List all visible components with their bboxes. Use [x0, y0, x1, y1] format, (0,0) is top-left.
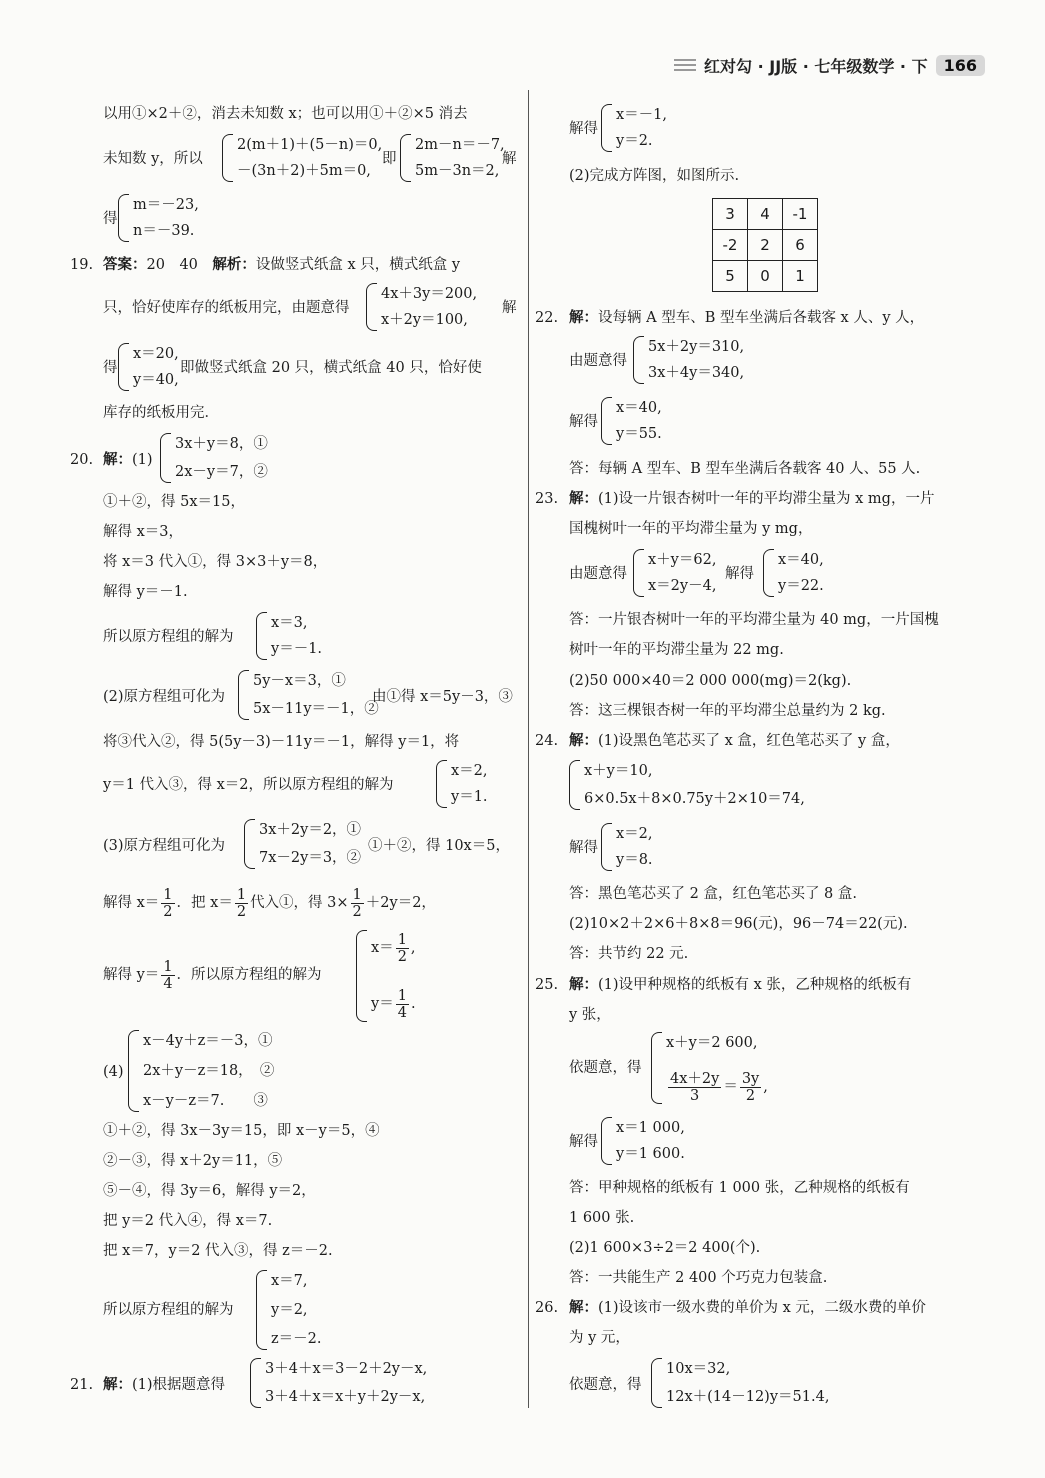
- grid-cell: -2: [713, 230, 748, 261]
- text-line: 为 y 元，: [569, 1330, 630, 1346]
- question-number: 23.: [535, 491, 559, 507]
- text-line: 解：(1)根据题意得: [103, 1377, 226, 1393]
- text-line: 得: [103, 211, 118, 227]
- text-line: 即: [382, 151, 397, 167]
- text-line: 1 600 张.: [569, 1210, 635, 1226]
- text-line: 由题意得: [569, 566, 627, 582]
- magic-square: [712, 198, 818, 292]
- equation-system: x＝2, y＝8.: [601, 823, 653, 871]
- equation-system: x＝1 000, y＝1 600.: [601, 1117, 685, 1165]
- text-line: 答案：20 40 解析：设做竖式纸盒 x 只，横式纸盒 y: [103, 257, 461, 273]
- text-line: 只，恰好使库存的纸板用完，由题意得: [103, 300, 350, 316]
- text-line: 将③代入②，得 5(5y－3)－11y＝－1，解得 y＝1，将: [103, 734, 460, 750]
- text-line: ①＋②，得 3x－3y＝15，即 x－y＝5，④: [103, 1123, 380, 1139]
- text-line: 答：一共能生产 2 400 个巧克力包装盒.: [569, 1270, 828, 1286]
- text-line: 所以原方程组的解为: [103, 629, 234, 645]
- text-line: 解得: [569, 414, 598, 430]
- text-line: 以用①×2＋②，消去未知数 x；也可以用①＋②×5 消去: [103, 106, 468, 122]
- equation-system: 10x＝32, 12x＋(14－12)y＝51.4,: [651, 1358, 829, 1408]
- text-line: y 张，: [569, 1007, 611, 1023]
- header-lines-icon: [674, 59, 696, 71]
- text-line: 把 y＝2 代入④，得 x＝7.: [103, 1213, 273, 1229]
- equation-system: x＝ $\frac{1}{2}$ , y＝ $\frac{1}{4}$ .: [356, 930, 416, 1022]
- grid-cell: 6: [783, 230, 818, 261]
- text-line: 将 x＝3 代入①，得 3×3＋y＝8，: [103, 554, 328, 570]
- question-number: 19.: [70, 257, 94, 273]
- text-line: 解：(1)设甲种规格的纸板有 x 张，乙种规格的纸板有: [569, 977, 912, 993]
- text-line: 由题意得: [569, 353, 627, 369]
- text-line: 解: [502, 300, 517, 316]
- text-line: (2)50 000×40＝2 000 000(mg)＝2(kg).: [569, 673, 852, 689]
- text-line: 未知数 y，所以: [103, 151, 203, 167]
- grid-cell: 4: [748, 199, 783, 230]
- text-line: 解得: [569, 1134, 598, 1150]
- equation-system: 2m－n＝－7, 5m－3n＝2,: [400, 134, 505, 182]
- text-line: (3)原方程组可化为: [103, 838, 226, 854]
- text-line: 答：共节约 22 元.: [569, 946, 689, 962]
- text-line: 库存的纸板用完．: [103, 405, 219, 421]
- grid-cell: 0: [748, 261, 783, 292]
- grid-cell: 5: [713, 261, 748, 292]
- page-header: [674, 52, 985, 78]
- text-line: (2)1 600×3÷2＝2 400(个).: [569, 1240, 761, 1256]
- text-line: 树叶一年的平均滞尘量为 22 mg.: [569, 642, 784, 658]
- question-number: 26.: [535, 1300, 559, 1316]
- book-title: 红对勾 · JJ版 · 七年级数学 · 下: [704, 56, 928, 76]
- text-line: 答：甲种规格的纸板有 1 000 张，乙种规格的纸板有: [569, 1180, 910, 1196]
- question-number: 20.: [70, 452, 94, 468]
- question-number: 22.: [535, 310, 559, 326]
- text-line: (4): [103, 1064, 124, 1080]
- text-line: ①＋②，得 5x＝15，: [103, 494, 245, 510]
- text-line: (2)完成方阵图，如图所示.: [569, 168, 740, 184]
- text-line: 依题意，得: [569, 1377, 642, 1393]
- text-line: 解：(1)设黑色笔芯买了 x 盒，红色笔芯买了 y 盒，: [569, 733, 900, 749]
- text-line: 由①得 x＝5y－3，③: [372, 689, 513, 705]
- equation-system: x＝40, y＝55.: [601, 397, 662, 445]
- text-line: 国槐树叶一年的平均滞尘量为 y mg，: [569, 521, 813, 537]
- equation-system: x＝3, y＝－1.: [256, 612, 322, 660]
- equation-system: 3＋4＋x＝3－2＋2y－x, 3＋4＋x＝x＋y＋2y－x,: [250, 1358, 427, 1408]
- text-line: ⑤－④，得 3y＝6，解得 y＝2，: [103, 1183, 316, 1199]
- text-line: (2)10×2＋2×6＋8×8＝96(元)，96－74＝22(元).: [569, 916, 908, 932]
- text-line: 所以原方程组的解为: [103, 1302, 234, 1318]
- equation-system: 4x＋3y＝200, x＋2y＝100,: [366, 283, 477, 331]
- text-line: (2)原方程组可化为: [103, 689, 226, 705]
- text-line: 答：每辆 A 型车、B 型车坐满后各载客 40 人、55 人.: [569, 461, 921, 477]
- text-line: 答：这三棵银杏树一年的平均滞尘总量约为 2 kg.: [569, 703, 886, 719]
- text-line: 即做竖式纸盒 20 只，横式纸盒 40 只，恰好使: [180, 360, 482, 376]
- text-line: 解得: [569, 121, 598, 137]
- equation-system: m＝－23, n＝－39.: [118, 194, 199, 242]
- page-number: 166: [936, 55, 985, 76]
- question-number: 21.: [70, 1377, 94, 1393]
- text-line: 解得: [569, 840, 598, 856]
- text-line: 依题意，得: [569, 1060, 642, 1076]
- text-line: ②－③，得 x＋2y＝11，⑤: [103, 1153, 283, 1169]
- grid-cell: 2: [748, 230, 783, 261]
- grid-cell: -1: [783, 199, 818, 230]
- equation-system: x＝40, y＝22.: [763, 549, 824, 597]
- question-number: 24.: [535, 733, 559, 749]
- column-divider: [528, 90, 529, 1408]
- grid-cell: 3: [713, 199, 748, 230]
- equation-system: x＝－1, y＝2.: [601, 104, 667, 152]
- text-line: 解: [502, 151, 517, 167]
- equation-system: x＝2, y＝1.: [436, 760, 488, 808]
- text-line: 解：(1)设该市一级水费的单价为 x 元，二级水费的单价: [569, 1300, 926, 1316]
- equation-system: x＋y＝2 600, $\frac{4x+2y}{3}$ ＝ $\frac{3y}{2}$ ,: [651, 1032, 768, 1104]
- text-line: 解得 x＝3，: [103, 524, 184, 540]
- question-number: 25.: [535, 977, 559, 993]
- text-line: 解得 x＝ $\frac{1}{2}$ ．把 x＝ $\frac{1}{2}$ 代入①，得 3× $\frac{1}{2}$ ＋2y＝2，: [103, 886, 436, 920]
- equation-system: x－4y＋z＝－3，① 2x＋y－z＝18， ② x－y－z＝7. ③: [128, 1030, 274, 1112]
- equation-system: x＝7, y＝2, z＝－2.: [256, 1270, 321, 1350]
- text-line: 解：设每辆 A 型车、B 型车坐满后各载客 x 人、y 人，: [569, 310, 925, 326]
- text-line: 解：(1)设一片银杏树叶一年的平均滞尘量为 x mg，一片: [569, 491, 935, 507]
- text-line: 解得: [725, 566, 754, 582]
- text-line: 得: [103, 360, 118, 376]
- equation-system: 5x＋2y＝310, 3x＋4y＝340,: [633, 336, 744, 384]
- text-line: 把 x＝7，y＝2 代入③，得 z＝－2.: [103, 1243, 333, 1259]
- equation-system: x＋y＝10, 6×0.5x＋8×0.75y＋2×10＝74,: [569, 760, 805, 810]
- text-line: ①＋②，得 10x＝5，: [368, 838, 510, 854]
- equation-system: 3x＋2y＝2，① 7x－2y＝3，②: [244, 819, 361, 869]
- equation-system: 2(m＋1)＋(5－n)＝0, －(3n＋2)＋5m＝0,: [222, 134, 382, 182]
- equation-system: 3x＋y＝8，① 2x－y＝7，②: [160, 433, 268, 483]
- text-line: 解得 y＝ $\frac{1}{4}$ ．所以原方程组的解为: [103, 958, 322, 992]
- equation-system: 5y－x＝3，① 5x－11y＝－1，②: [238, 670, 379, 720]
- text-line: y＝1 代入③，得 x＝2，所以原方程组的解为: [103, 777, 394, 793]
- text-line: 答：黑色笔芯买了 2 盒，红色笔芯买了 8 盒.: [569, 886, 857, 902]
- text-line: 解得 y＝－1.: [103, 584, 188, 600]
- equation-system: x＋y＝62, x＝2y－4,: [633, 549, 716, 597]
- text-line: 解：(1): [103, 452, 153, 468]
- equation-system: x＝20, y＝40,: [118, 343, 179, 391]
- grid-cell: 1: [783, 261, 818, 292]
- text-line: 答：一片银杏树叶一年的平均滞尘量为 40 mg，一片国槐: [569, 612, 939, 628]
